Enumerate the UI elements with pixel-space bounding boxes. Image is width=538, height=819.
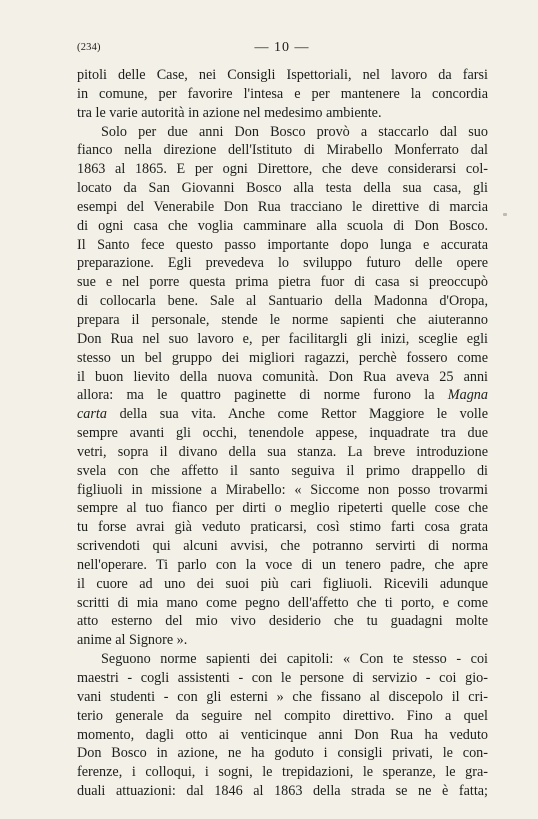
page-reference: (234) <box>77 42 101 53</box>
body-text <box>77 66 488 801</box>
text-line: sempre al tuo fianco per dirti o meglio ripeterti quelle cose che <box>77 500 488 517</box>
text-line: prepara il personale, stende le norme sapienti che aiuteranno <box>77 311 488 328</box>
text-line: scritti di mia mano come pegno dell'affetto che ti porto, e come <box>77 594 488 611</box>
text-line: maestri - cogli assistenti - con le persone di servizio - coi gio- <box>77 670 488 686</box>
text-line: sue e nel porre questa prima pietra fuor di casa si preoccupò <box>77 274 488 291</box>
text-line: Solo per due anni Don Bosco provò a staccarlo dal suo <box>101 123 488 140</box>
text-line: vani studenti - con gli esterni » che fissano al discepolo il cri- <box>77 688 488 705</box>
margin-speck <box>503 213 507 216</box>
text-line: sempre avanti gli occhi, tenendole appese, inquadrate tra due <box>77 425 488 442</box>
text-line: anime al Signore ». <box>77 632 188 649</box>
text-line: scrivendoti qui alcuni avvisi, che potranno servirti di norma <box>77 538 488 555</box>
text-line: di ogni casa che voglia camminare alla scuola di Don Bosco. <box>77 217 488 234</box>
text-line: carta della sua vita. Anche come Rettor Maggiore le volle <box>77 406 488 423</box>
page-number: — 10 — <box>254 40 310 55</box>
text-line: Don Rua nel suo lavoro e, per facilitargli gli inizi, sceglie egli <box>77 330 488 347</box>
text-line: Don Bosco in azione, ne ha goduto i consigli privati, le con- <box>77 745 488 762</box>
text-line: fianco nella direzione dell'Istituto di Mirabello Monferrato dal <box>77 142 488 159</box>
text-line: esempi del Venerabile Don Rua tracciano le direttive di marcia <box>77 198 488 215</box>
text-line: in comune, per favorire l'intesa e per mantenere la concordia <box>77 85 488 102</box>
text-line: il buon lievito della nuova comunità. Don Rua aveva 25 anni <box>77 368 488 385</box>
text-line: tra le varie autorità in azione nel medesimo ambiente. <box>77 104 382 121</box>
text-line: terio generale da seguire nel compito direttivo. Fino a quel <box>77 707 488 724</box>
text-line: svela con che affetto il santo seguiva il primo drappello di <box>77 462 488 479</box>
text-line: Il Santo fece questo passo importante dopo lunga e accurata <box>77 236 488 253</box>
text-line: momento, dagli otto ai venticinque anni Don Rua ha veduto <box>77 726 488 743</box>
text-line: tu forse avrai già veduto praticarsi, così stimo farti cosa grata <box>77 519 488 536</box>
text-line: Seguono norme sapienti dei capitoli: « Con te stesso - coi <box>101 651 488 668</box>
text-line: il cuore ad uno dei suoi più cari figliuoli. Ricevili adunque <box>77 575 488 592</box>
text-line: vetri, sopra il divano della sua stanza. La breve introduzione <box>77 443 488 460</box>
text-line: 1863 al 1865. E per ogni Direttore, che deve considerarsi col- <box>77 161 488 178</box>
page-header <box>77 40 487 58</box>
text-line: locato da San Giovanni Bosco alla testa della sua casa, gli <box>77 180 488 197</box>
text-line: di collocarla bene. Sale al Santuario della Madonna d'Oropa, <box>77 293 488 310</box>
text-line: nell'operare. Ti parlo con la voce di un tenero padre, che apre <box>77 556 488 573</box>
text-line: stesso un bel gruppo dei migliori ragazzi, perchè fossero come <box>77 349 488 366</box>
text-line: duali attuazioni: dal 1846 al 1863 della strada se ne è fatta; <box>77 783 488 800</box>
text-line: pitoli delle Case, nei Consigli Ispettoriali, nel lavoro da farsi <box>77 67 488 83</box>
text-line: ferenze, i colloqui, i sogni, le trepidazioni, le speranze, le gra- <box>77 764 488 781</box>
text-line: preparazione. Egli prevedeva lo sviluppo futuro delle opere <box>77 255 488 272</box>
text-line: figliuoli in missione a Mirabello: « Siccome non posso trovarmi <box>77 481 488 498</box>
text-line: atto esterno del mio vivo desiderio che tu guadagni molte <box>77 613 488 630</box>
text-line: allora: ma le quattro paginette di norme furono la Magna <box>77 387 488 404</box>
